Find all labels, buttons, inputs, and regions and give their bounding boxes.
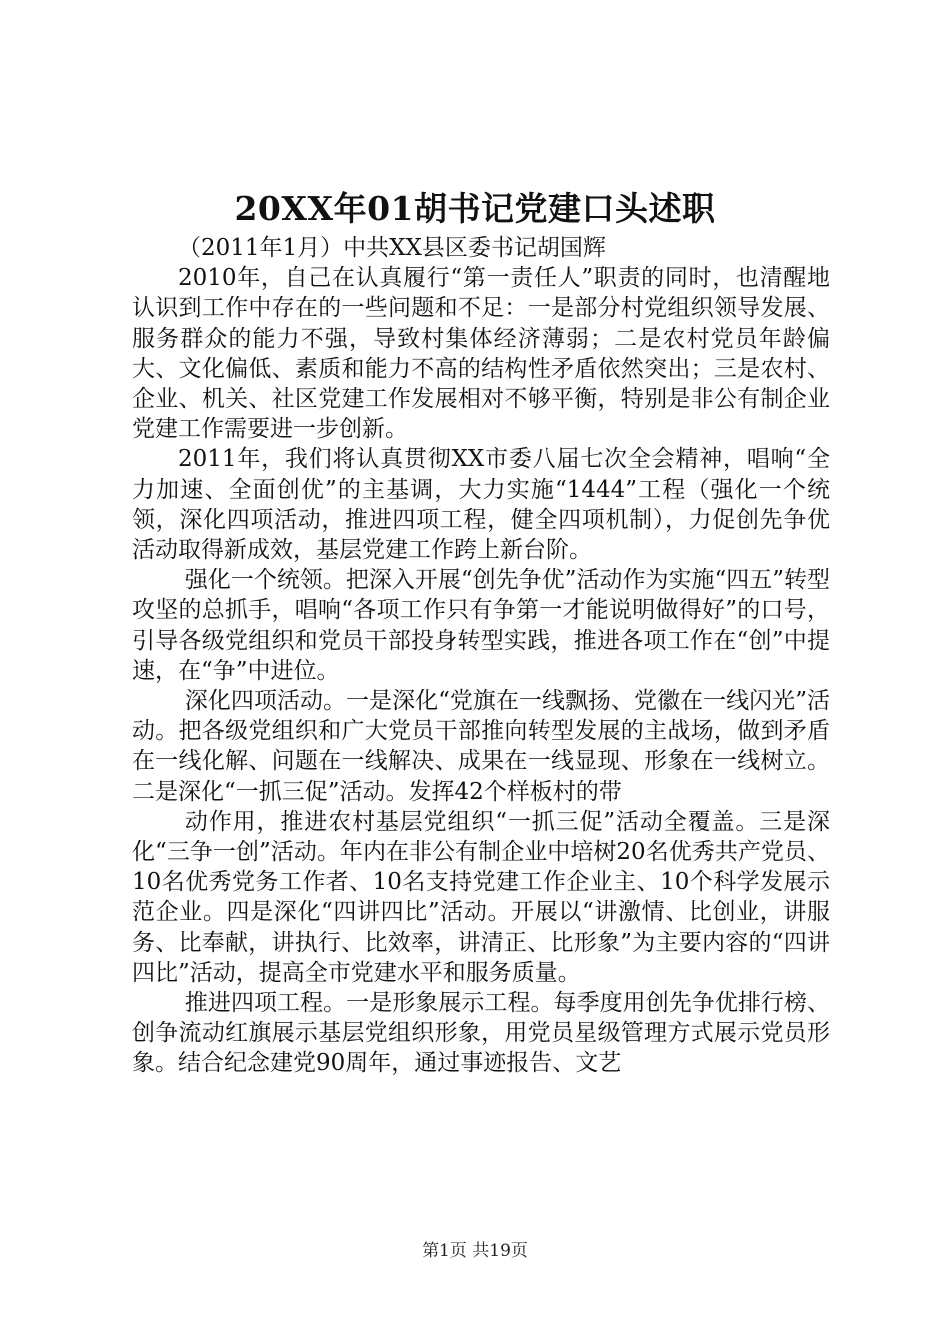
paragraph: 强化一个统领。把深入开展“创先争优”活动作为实施“四五”转型攻坚的总抓手，唱响“各项工作只有争第一才能说明做得好”的口号，引导各级党组织和党员干部投身转型实践，推进各项工作在“创”中提速，在“争”中进位。 xyxy=(132,567,830,684)
document-body xyxy=(132,233,830,1079)
paragraph: 2010年，自己在认真履行“第一责任人”职责的同时，也清醒地认识到工作中存在的一些问题和不足：一是部分村党组织领导发展、服务群众的能力不强，导致村集体经济薄弱；二是农村党员年龄偏大、文化偏低、素质和能力不高的结构性矛盾依然突出；三是农村、企业、机关、社区党建工作发展相对不够平衡，特别是非公有制企业党建工作需要进一步创新。 xyxy=(132,265,830,443)
paragraph: 动作用，推进农村基层党组织“一抓三促”活动全覆盖。三是深化“三争一创”活动。年内在非公有制企业中培树20名优秀共产党员、10名优秀党务工作者、10名支持党建工作企业主、10个科学发展示范企业。四是深化“四讲四比”活动。开展以“讲激情、比创业，讲服务、比奉献，讲执行、比效率，讲清正、比形象”为主要内容的“四讲四比”活动，提高全市党建水平和服务质量。 xyxy=(132,808,830,986)
document-title: 20XX年01胡书记党建口头述职 xyxy=(234,189,716,228)
paragraph: 推进四项工程。一是形象展示工程。每季度用创先争优排行榜、创争流动红旗展示基层党组织形象，用党员星级管理方式展示党员形象。结合纪念建党90周年，通过事迹报告、文艺 xyxy=(132,990,830,1077)
paragraph: 2011年，我们将认真贯彻XX市委八届七次全会精神，唱响“全力加速、全面创优”的主基调，大力实施“1444”工程（强化一个统领，深化四项活动，推进四项工程，健全四项机制），力促创先争优活动取得新成效，基层党建工作跨上新台阶。 xyxy=(132,446,830,564)
author-date-line: （2011年1月）中共XX县区委书记胡国辉 xyxy=(178,235,606,261)
page-number-footer: 第1页 共19页 xyxy=(422,1241,528,1261)
paragraph: 深化四项活动。一是深化“党旗在一线飘扬、党徽在一线闪光”活动。把各级党组织和广大党员干部推向转型发展的主战场，做到矛盾在一线化解、问题在一线解决、成果在一线显现、形象在一线树立。二是深化“一抓三促”活动。发挥42个样板村的带 xyxy=(132,688,830,805)
